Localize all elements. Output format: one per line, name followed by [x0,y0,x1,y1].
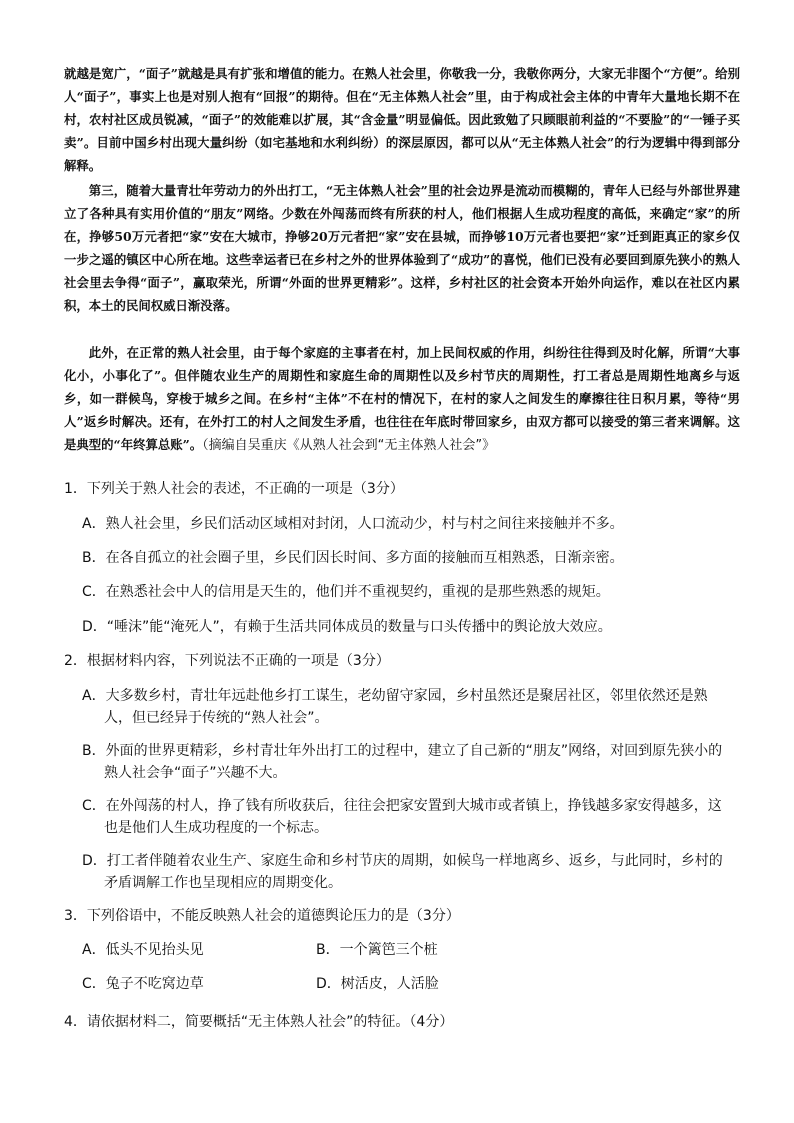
question-2-option-c [82,795,734,839]
question-1-option-a: A．熟人社会里，乡民们活动区域相对封闭，人口流动少，村与村之间往来接触并不多。 [82,516,624,532]
question-3-option-a: A．低头不见抬头见 [82,942,204,958]
question-2-option-a [82,685,734,729]
passage-paragraph-3 [64,341,740,457]
question-1-option-d: D．“唾沫”能“淹死人”，有赖于生活共同体成员的数量与口头传播中的舆论放大效应。 [82,619,612,635]
question-2-stem: 2．根据材料内容，下列说法不正确的一项是（3分） [64,653,390,669]
question-2-option-b-text: B．外面的世界更精彩，乡村青壮年外出打工的过程中，建立了自己新的“朋友”网络，对回到原先狭小的熟人社会争“面子”兴趣不大。 [82,743,723,781]
question-3-option-b: B．一个篱笆三个桩 [316,942,438,958]
question-3-stem: 3．下列俗语中，不能反映熟人社会的道德舆论压力的是（3分） [64,908,460,924]
question-2-option-a-text: A．大多数乡村，青壮年远赴他乡打工谋生，老幼留守家园，乡村虽然还是聚居社区，邻里依然还是熟人，但已经异于传统的“熟人社会”。 [82,688,708,726]
question-3-option-d: D．树活皮，人活脸 [316,976,439,992]
question-1-option-c: C．在熟悉社会中人的信用是天生的，他们并不重视契约，重视的是那些熟悉的规矩。 [82,584,610,600]
passage-paragraph-3-text: 此外，在正常的熟人社会里，由于每个家庭的主事者在村，加上民间权威的作用，纠纷往往得到及时化解，所谓“大事化小，小事化了”。但伴随农业生产的周期性和家庭生命的周期性以及乡村节庆的周期性，打工者总是周期性地离乡与返乡，如一群候鸟，穿梭于城乡之间。在乡村“主体”不在村的情况下，在村的家人之间发生的摩擦往往日积月累，等待“男人”返乡时解决。还有，在外打工的村人之间发生矛盾，也往往在年底时带回家乡，由双方都可以接受的第三者来调解。这是典型的“年终算总账”。 [64,345,740,452]
passage-paragraph-1: 就越是宽广，“面子”就越是具有扩张和增值的能力。在熟人社会里，你敬我一分，我敬你两分，大家无非图个“方便”。给别人“面子”，事实上也是对别人抱有“回报”的期待。但在“无主体熟人社会”里，由于构成社会主体的中青年大量地长期不在村，农村社区成员锐减，“面子”的效能难以扩展，其“含金量”明显偏低。因此致勉了只顾眼前利益的“不要脸”的“一锤子买卖”。目前中国乡村出现大量纠纷（如宅基地和水利纠纷）的深层原因，都可以从“无主体熟人社会”的行为逻辑中得到部分解释。 [64,66,740,173]
question-2-option-d-text: D．打工者伴随着农业生产、家庭生命和乡村节庆的周期，如候鸟一样地离乡、返乡，与此同时，乡村的矛盾调解工作也呈现相应的周期变化。 [82,853,723,891]
question-1-option-b: B．在各自孤立的社会圈子里，乡民们因长时间、多方面的接触而互相熟悉，日渐亲密。 [82,550,624,566]
passage-source: （摘编自吴重庆《从熟人社会到“无主体熟人社会”》 [202,438,496,453]
question-3-option-c: C．兔子不吃窝边草 [82,976,204,992]
question-2-option-b [82,740,734,784]
question-2-option-c-text: C．在外闯荡的村人，挣了钱有所收获后，往往会把家安置到大城市或者镇上，挣钱越多家安得越多，这也是他们人生成功程度的一个标志。 [82,798,722,836]
passage-paragraph-2: 第三，随着大量青壮年劳动力的外出打工，“无主体熟人社会”里的社会边界是流动而模糊的，青年人已经与外部世界建立了各种具有实用价值的“朋友”网络。少数在外闯荡而终有所获的村人，他们根据人生成功程度的高低，来确定“家”的所在，挣够50万元者把“家”安在大城市，挣够20万元者把“家”安在县城，而挣够10万元者也要把“家”迁到距真正的家乡仅一步之遥的镇区中心所在地。这些幸运者已在乡村之外的世界体验到了“成功”的喜悦，他们已没有必要回到原先狭小的熟人社会里去争得“面子”，赢取荣光，所谓“外面的世界更精彩”。这样，乡村社区的社会资本开始外向运作，难以在社区内累积，本土的民间权威日渐没落。 [64,183,740,313]
question-2-option-d [82,850,734,894]
question-1-stem: 1．下列关于熟人社会的表述，不正确的一项是（3分） [64,481,404,497]
question-4-stem: 4．请依据材料二，简要概括“无主体熟人社会”的特征。（4分） [64,1014,454,1030]
